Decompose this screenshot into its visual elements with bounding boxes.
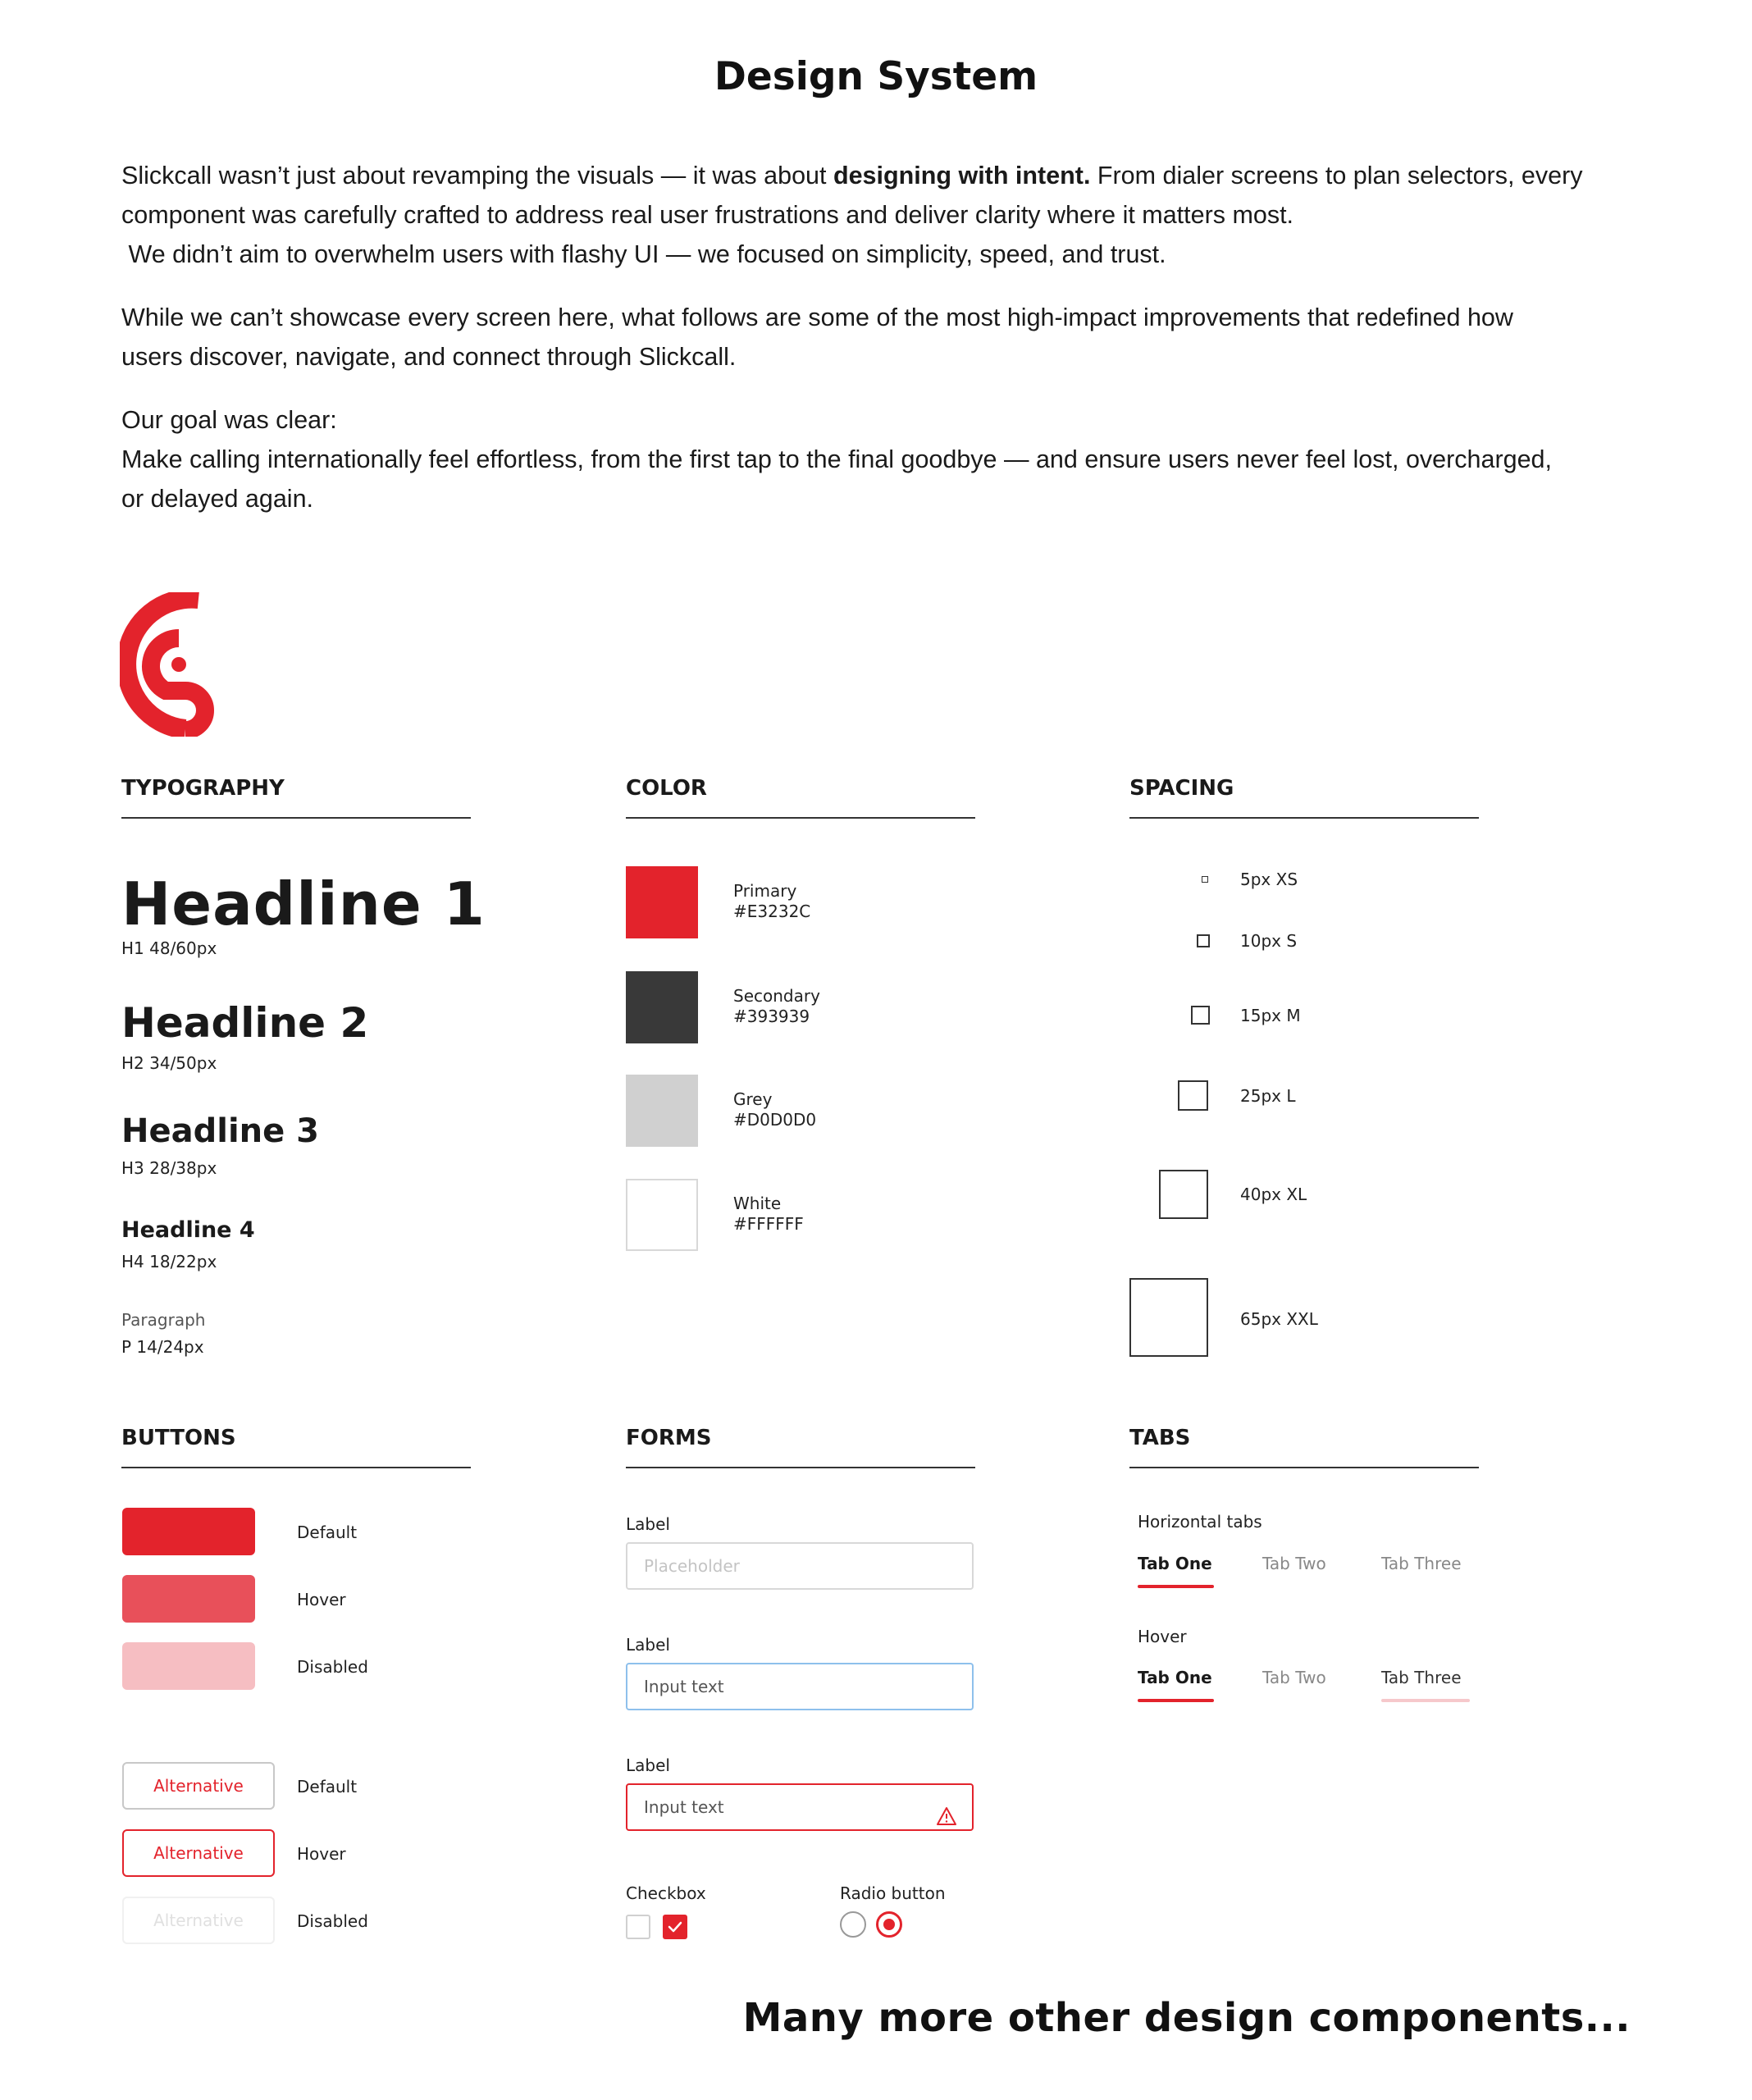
spacing-label-xs: 5px XS <box>1240 870 1298 889</box>
intro-p1-text-a: Slickcall wasn’t just about revamping the visuals — it was about <box>121 162 833 189</box>
color-white-name: White <box>733 1194 782 1213</box>
checkbox-checked[interactable] <box>663 1915 687 1939</box>
radio-button-label: Radio button <box>840 1883 946 1903</box>
color-grey-label <box>733 1089 816 1130</box>
hover-tab-one[interactable]: Tab One <box>1138 1668 1212 1687</box>
color-swatch-primary <box>626 866 698 938</box>
intro-p1-bold: designing with intent. <box>833 162 1091 189</box>
headline-1-spec: H1 48/60px <box>121 938 217 958</box>
radio-unselected[interactable] <box>840 1911 866 1938</box>
spacing-label-l: 25px L <box>1240 1086 1296 1106</box>
primary-button-disabled-label: Disabled <box>297 1657 368 1677</box>
spacing-square-m <box>1191 1006 1210 1025</box>
intro-p1-line3: We didn’t aim to overwhelm users with flashy UI — we focused on simplicity, speed, and trust. <box>121 240 1166 268</box>
checkbox-label: Checkbox <box>626 1883 706 1903</box>
alternative-button-disabled: Alternative <box>122 1897 275 1944</box>
color-secondary-name: Secondary <box>733 986 820 1006</box>
intro-paragraph-3 <box>121 400 1647 518</box>
alternative-button-default[interactable]: Alternative <box>122 1762 275 1810</box>
tab-one[interactable]: Tab One <box>1138 1554 1212 1573</box>
tabs-group-horizontal-label: Horizontal tabs <box>1138 1512 1262 1532</box>
intro-p2-line2: users discover, navigate, and connect through Slickcall. <box>121 343 737 371</box>
radio-selected[interactable] <box>876 1911 902 1938</box>
primary-button-default[interactable] <box>122 1508 255 1555</box>
hover-tab-three[interactable]: Tab Three <box>1381 1668 1462 1687</box>
color-swatch-white <box>626 1179 698 1251</box>
primary-button-disabled <box>122 1642 255 1690</box>
placeholder-input[interactable]: Placeholder <box>626 1542 974 1590</box>
intro-p1-line1 <box>121 156 1647 195</box>
form-field-1-label: Label <box>626 1514 670 1534</box>
color-heading: COLOR <box>626 776 975 819</box>
color-grey-hex: #D0D0D0 <box>733 1110 817 1130</box>
color-swatch-grey <box>626 1075 698 1147</box>
tab-two[interactable]: Tab Two <box>1262 1554 1326 1573</box>
primary-button-hover[interactable] <box>122 1575 255 1623</box>
intro-paragraph-2 <box>121 298 1647 377</box>
hover-tab-three-indicator <box>1381 1699 1470 1702</box>
intro-p1-text-b: From dialer screens to plan selectors, every <box>1090 162 1583 189</box>
form-field-2-label: Label <box>626 1635 670 1655</box>
focused-input[interactable]: Input text <box>626 1663 974 1710</box>
primary-button-hover-label: Hover <box>297 1590 346 1609</box>
forms-heading: FORMS <box>626 1426 975 1468</box>
error-input-value: Input text <box>644 1797 724 1817</box>
spacing-square-xs <box>1202 876 1208 883</box>
intro-text <box>121 156 1647 542</box>
spacing-square-s <box>1197 934 1210 947</box>
intro-p1-line2: component was carefully crafted to address real user frustrations and deliver clarity where it matters most. <box>121 201 1294 229</box>
footer-text: Many more other design components... <box>742 1995 1631 2041</box>
checkbox-unchecked[interactable] <box>626 1915 650 1939</box>
intro-p3-line2: Make calling internationally feel effortless, from the first tap to the final goodbye — and ensure users never feel lost, overcharged, <box>121 445 1552 473</box>
spacing-square-xl <box>1159 1170 1208 1219</box>
alternative-button-hover[interactable]: Alternative <box>122 1829 275 1877</box>
spacing-heading: SPACING <box>1129 776 1479 819</box>
tab-three[interactable]: Tab Three <box>1381 1554 1462 1573</box>
headline-2-sample: Headline 2 <box>121 999 369 1047</box>
intro-paragraph-1 <box>121 156 1647 274</box>
spacing-label-xl: 40px XL <box>1240 1185 1307 1204</box>
buttons-heading: BUTTONS <box>121 1426 471 1468</box>
intro-p3-line1: Our goal was clear: <box>121 406 337 434</box>
headline-2-spec: H2 34/50px <box>121 1053 217 1073</box>
slickcall-s-logo-icon <box>120 592 223 737</box>
headline-4-spec: H4 18/22px <box>121 1252 217 1271</box>
color-swatch-secondary <box>626 971 698 1043</box>
spacing-label-xxl: 65px XXL <box>1240 1309 1318 1329</box>
spacing-square-l <box>1178 1080 1208 1111</box>
intro-p2-line1: While we can’t showcase every screen here, what follows are some of the most high-impact improvements that redefined how <box>121 304 1513 331</box>
alternative-button-default-label: Default <box>297 1777 358 1796</box>
error-input[interactable] <box>626 1783 974 1831</box>
radio-selected-dot <box>883 1919 895 1930</box>
spacing-square-xxl <box>1129 1278 1208 1357</box>
hover-tab-two[interactable]: Tab Two <box>1262 1668 1326 1687</box>
hover-tab-one-active-indicator <box>1138 1699 1214 1702</box>
headline-3-sample: Headline 3 <box>121 1112 320 1150</box>
color-secondary-hex: #393939 <box>733 1007 810 1026</box>
color-white-label <box>733 1194 804 1235</box>
alternative-button-disabled-label: Disabled <box>297 1911 368 1931</box>
page-title: Design System <box>714 54 1038 99</box>
spacing-label-m: 15px M <box>1240 1006 1301 1025</box>
paragraph-spec: P 14/24px <box>121 1337 204 1357</box>
color-grey-name: Grey <box>733 1089 773 1109</box>
color-secondary-label <box>733 986 820 1027</box>
tab-one-active-indicator <box>1138 1585 1214 1588</box>
headline-4-sample: Headline 4 <box>121 1217 255 1243</box>
form-field-3-label: Label <box>626 1755 670 1775</box>
paragraph-sample: Paragraph <box>121 1310 206 1330</box>
intro-p3-line3: or delayed again. <box>121 485 314 513</box>
alternative-button-hover-label: Hover <box>297 1844 346 1864</box>
typography-heading: TYPOGRAPHY <box>121 776 471 819</box>
color-primary-name: Primary <box>733 881 797 901</box>
headline-3-spec: H3 28/38px <box>121 1158 217 1178</box>
tabs-heading: TABS <box>1129 1426 1479 1468</box>
check-icon <box>663 1915 687 1939</box>
color-primary-label <box>733 881 810 922</box>
tabs-group-hover-label: Hover <box>1138 1627 1187 1646</box>
primary-button-default-label: Default <box>297 1522 358 1542</box>
warning-icon <box>936 1798 957 1818</box>
color-primary-hex: #E3232C <box>733 902 811 921</box>
headline-1-sample: Headline 1 <box>121 870 486 938</box>
spacing-label-s: 10px S <box>1240 931 1298 951</box>
color-white-hex: #FFFFFF <box>733 1214 804 1234</box>
